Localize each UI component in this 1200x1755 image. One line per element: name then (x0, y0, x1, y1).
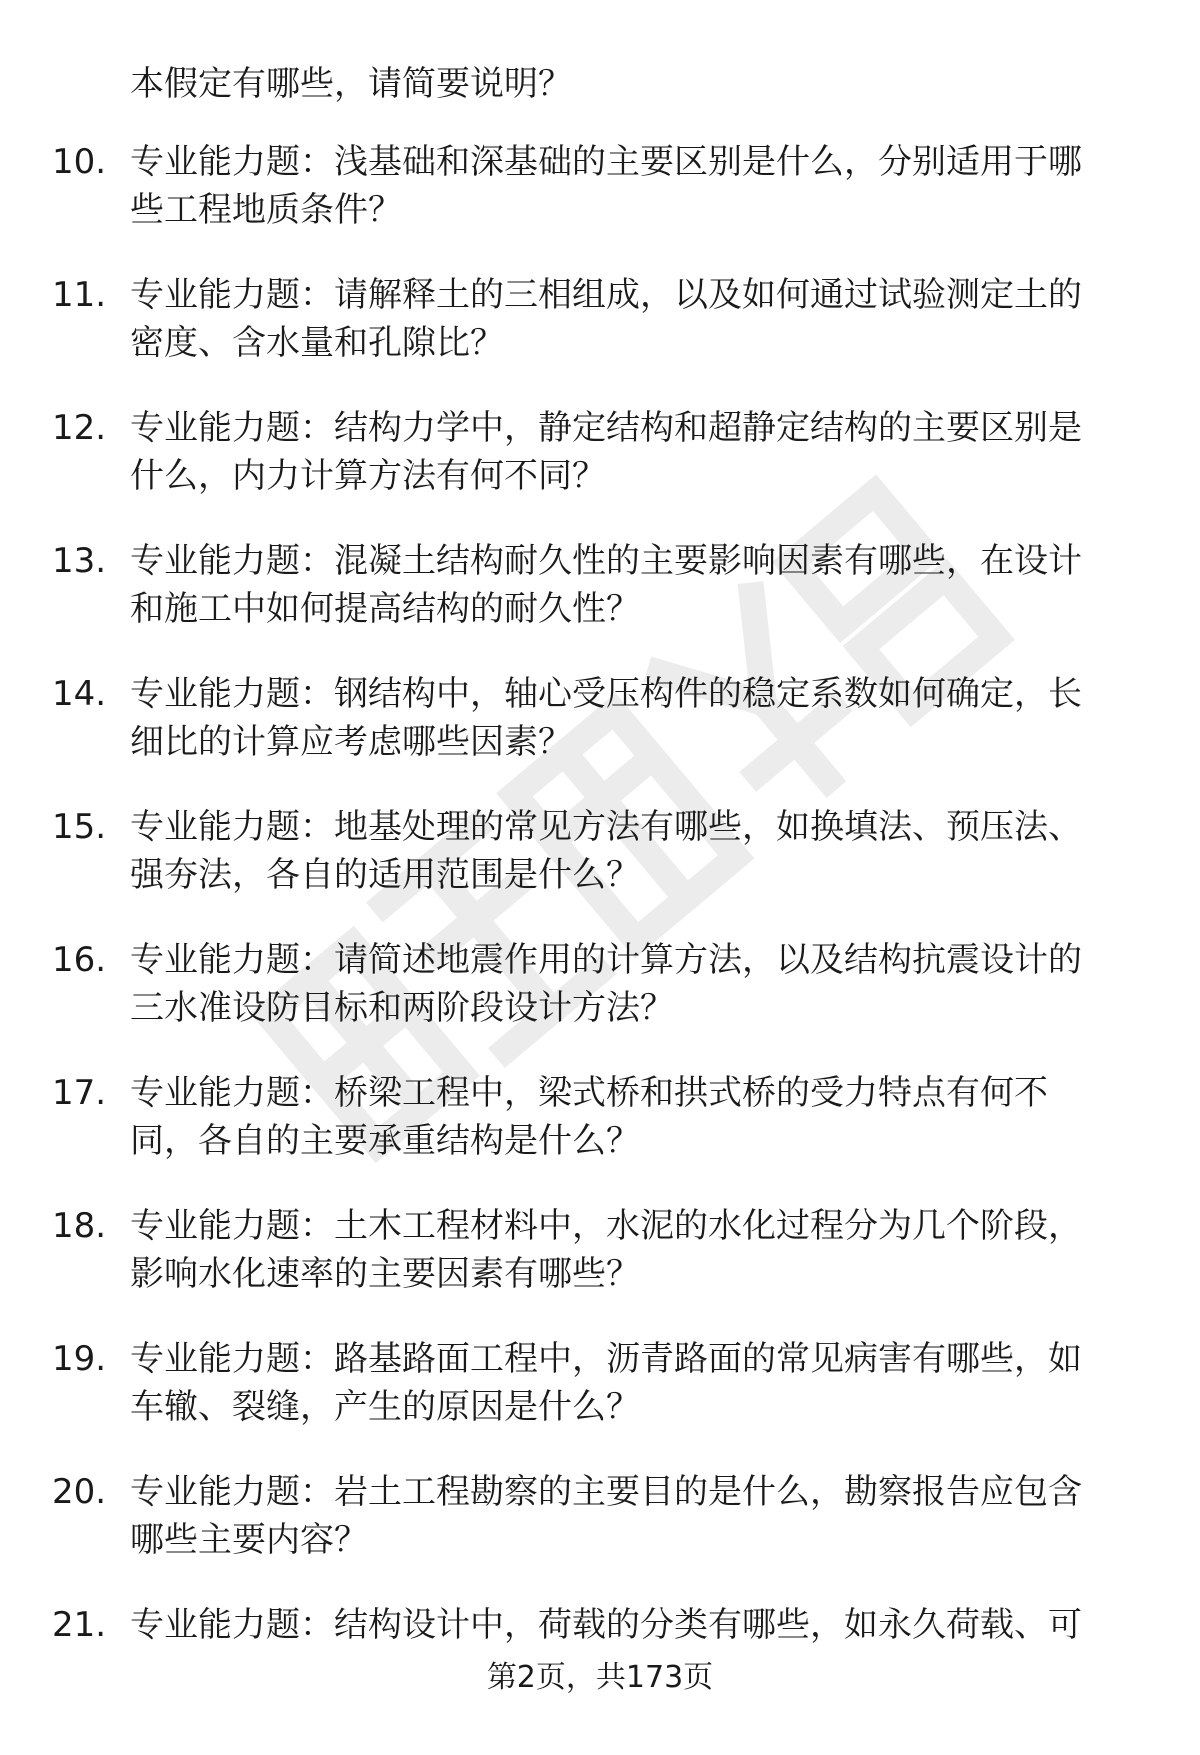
question-number: 12. (52, 408, 107, 448)
question-text-line: 同，各自的主要承重结构是什么？ (130, 1121, 640, 1161)
question-text (130, 1069, 1140, 1165)
question-number: 20. (52, 1472, 107, 1512)
question-number: 13. (52, 541, 107, 581)
question-text-line: 车辙、裂缝，产生的原因是什么？ (130, 1387, 640, 1427)
question-item (0, 271, 1200, 404)
question-text-line: 专业能力题：混凝土结构耐久性的主要影响因素有哪些，在设计 (130, 541, 1082, 581)
question-text-line: 专业能力题：桥梁工程中，梁式桥和拱式桥的受力特点有何不 (130, 1073, 1048, 1113)
question-item (0, 1202, 1200, 1335)
question-number: 16. (52, 940, 107, 980)
continued-question-text: 本假定有哪些，请简要说明？ (130, 64, 572, 104)
question-text-line: 什么，内力计算方法有何不同？ (130, 456, 606, 496)
question-text-line: 密度、含水量和孔隙比？ (130, 323, 504, 363)
question-text-line: 专业能力题：请简述地震作用的计算方法，以及结构抗震设计的 (130, 940, 1082, 980)
question-text-line: 专业能力题：钢结构中，轴心受压构件的稳定系数如何确定，长 (130, 674, 1082, 714)
question-text (130, 1601, 1140, 1649)
question-text-line: 专业能力题：请解释土的三相组成，以及如何通过试验测定土的 (130, 275, 1082, 315)
question-number: 11. (52, 275, 107, 315)
question-text-line: 专业能力题：结构设计中，荷载的分类有哪些，如永久荷载、可 (130, 1605, 1082, 1645)
question-text-line: 专业能力题：路基路面工程中，沥青路面的常见病害有哪些，如 (130, 1339, 1082, 1379)
question-text (130, 936, 1140, 1032)
question-text-line: 影响水化速率的主要因素有哪些？ (130, 1254, 640, 1294)
question-text-line: 专业能力题：岩土工程勘察的主要目的是什么，勘察报告应包含 (130, 1472, 1082, 1512)
question-list (0, 138, 1200, 1734)
question-number: 14. (52, 674, 107, 714)
question-text (130, 1468, 1140, 1564)
question-item (0, 1468, 1200, 1601)
question-item (0, 803, 1200, 936)
question-text-line: 专业能力题：结构力学中，静定结构和超静定结构的主要区别是 (130, 408, 1082, 448)
question-text-line: 哪些主要内容？ (130, 1520, 368, 1560)
question-item (0, 670, 1200, 803)
question-text-line: 专业能力题：浅基础和深基础的主要区别是什么，分别适用于哪 (130, 142, 1082, 182)
question-text-line: 和施工中如何提高结构的耐久性？ (130, 589, 640, 629)
question-item (0, 138, 1200, 271)
question-item (0, 1335, 1200, 1468)
question-text (130, 537, 1140, 633)
question-text-line: 细比的计算应考虑哪些因素？ (130, 722, 572, 762)
question-text (130, 1335, 1140, 1431)
question-number: 15. (52, 807, 107, 847)
question-text (130, 1202, 1140, 1298)
question-text (130, 670, 1140, 766)
question-item (0, 404, 1200, 537)
question-text-line: 专业能力题：地基处理的常见方法有哪些，如换填法、预压法、 (130, 807, 1082, 847)
question-number: 17. (52, 1073, 107, 1113)
question-item (0, 1069, 1200, 1202)
question-text (130, 271, 1140, 367)
page-number-footer: 第2页，共173页 (486, 1660, 714, 1695)
question-number: 21. (52, 1605, 107, 1645)
question-text (130, 138, 1140, 234)
question-item (0, 936, 1200, 1069)
question-number: 19. (52, 1339, 107, 1379)
question-text-line: 三水准设防目标和两阶段设计方法？ (130, 988, 674, 1028)
question-text (130, 803, 1140, 899)
question-number: 10. (52, 142, 107, 182)
question-text (130, 404, 1140, 500)
question-text-line: 些工程地质条件？ (130, 190, 402, 230)
question-text-line: 专业能力题：土木工程材料中，水泥的水化过程分为几个阶段， (130, 1206, 1082, 1246)
question-item (0, 537, 1200, 670)
question-text-line: 强夯法，各自的适用范围是什么？ (130, 855, 640, 895)
question-number: 18. (52, 1206, 107, 1246)
